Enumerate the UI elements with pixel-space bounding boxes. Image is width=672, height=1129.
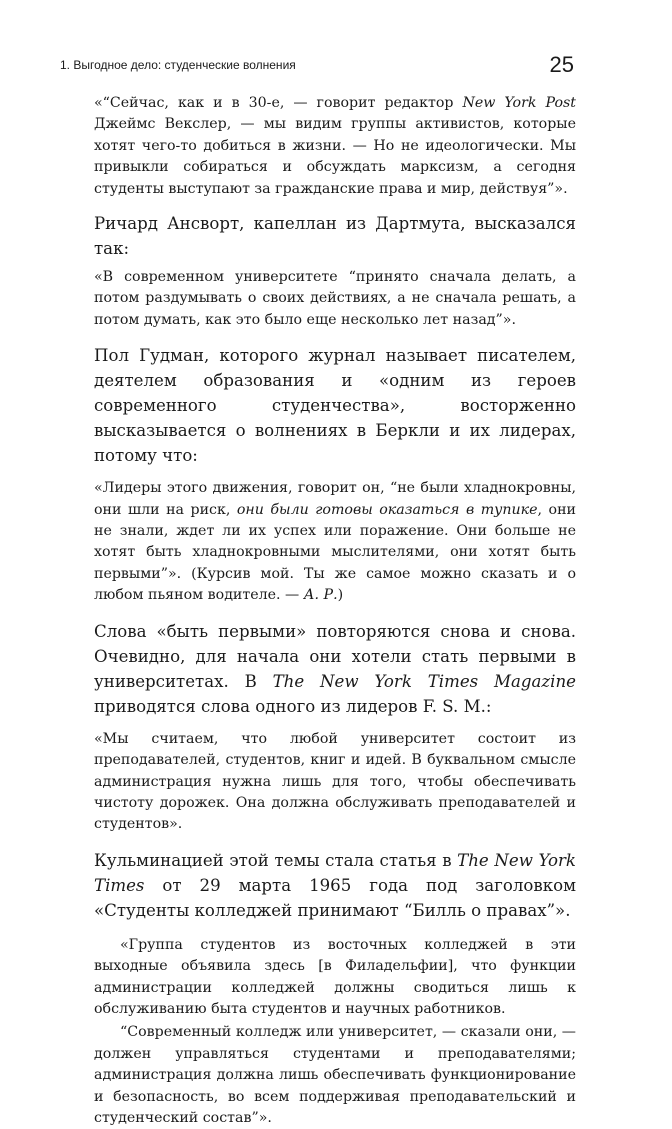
paragraph-culmination-italic: The New York Times (94, 850, 576, 895)
quote-goodman (94, 478, 576, 606)
quote-unsworth: «В современном университете “принято сначала делать, а потом раздумывать о своих действиях, а не сначала решать, а потом думать, как это было еще несколько лет назад”». (94, 269, 576, 328)
paragraph-culmination (94, 848, 576, 923)
paragraph-culmination-text-2: от 29 марта 1965 года под заголовком «Студенты колледжей принимают “Билль о правах”». (94, 875, 576, 920)
quote-goodman-text-1: «Лидеры этого движения, говорит он, “не были хладнокровны, они шли на риск, (94, 480, 576, 518)
running-head: 1. Выгодное дело: студенческие волнения (60, 58, 296, 72)
paragraph-be-first-text-1: Слова «быть первыми» повторяются снова и снова. Очевидно, для начала они хотели стать первыми в университетах. В (94, 621, 576, 691)
quote-wechsler-text-2: Джеймс Векслер, — мы видим группы активистов, которые хотят чего-то добиться в жизни. — Но не идеологически. Мы привыкли собираться и обсуждать марксизм, а сегодня студенты выступают за гражданские права и мир, действуя”». (94, 116, 576, 197)
paragraph-be-first (94, 619, 576, 719)
quote-wechsler (94, 93, 576, 200)
quote-modern-college: “Современный колледж или университет, — сказали они, — должен управляться студентами и преподавателями; администрация должна лишь обеспечивать функционирование и безопасность, во всем поддерживая преподавательский и студенческий состав”». (94, 1024, 576, 1126)
quote-fsm: «Мы считаем, что любой университет состоит из преподавателей, студентов, книг и идей. В буквальном смысле администрация нужна лишь для того, чтобы обеспечивать чистоту дорожек. Она должна обслуживать преподавателей и студентов». (94, 730, 576, 833)
quote-goodman-text-3: ) (337, 587, 344, 604)
paragraph-unsworth: Ричард Ансворт, капеллан из Дартмута, высказался так: (94, 214, 576, 259)
paragraph-be-first-italic: The New York Times Magazine (272, 671, 576, 691)
paragraph-goodman: Пол Гудман, которого журнал называет писателем, деятелем образования и «одним из героев современного студенчества», восторженно высказывается о волнениях в Беркли и их лидерах, потому что: (94, 346, 576, 466)
quote-goodman-initials: А. Р. (303, 587, 338, 604)
quote-philadelphia: «Группа студентов из восточных колледжей в эти выходные объявила здесь [в Филадельфии], что функции администрации колледжей должны сводиться лишь к обслуживанию быта студентов и научных работников. (94, 936, 576, 1017)
paragraph-be-first-text-2: приводятся слова одного из лидеров F. S. M.: (94, 696, 492, 716)
paragraph-culmination-text-1: Кульминацией этой темы стала статья в (94, 850, 458, 870)
quote-wechsler-text-1: «“Сейчас, как и в 30-е, — говорит редактор (94, 95, 463, 111)
quote-wechsler-italic: New York Post (462, 95, 576, 111)
page-content (94, 93, 576, 1129)
page-number: 25 (549, 52, 574, 77)
quote-goodman-italic: они были готовы оказаться в тупике (236, 501, 538, 518)
page-header (60, 52, 574, 80)
quote-goodman-text-2: , они не знали, ждет ли их успех или поражение. Они больше не хотят быть хладнокровными мыслителями, они хотят быть первыми”». (Курсив мой. Ты же самое можно сказать и о любом пьяном водителе. — (94, 501, 576, 604)
